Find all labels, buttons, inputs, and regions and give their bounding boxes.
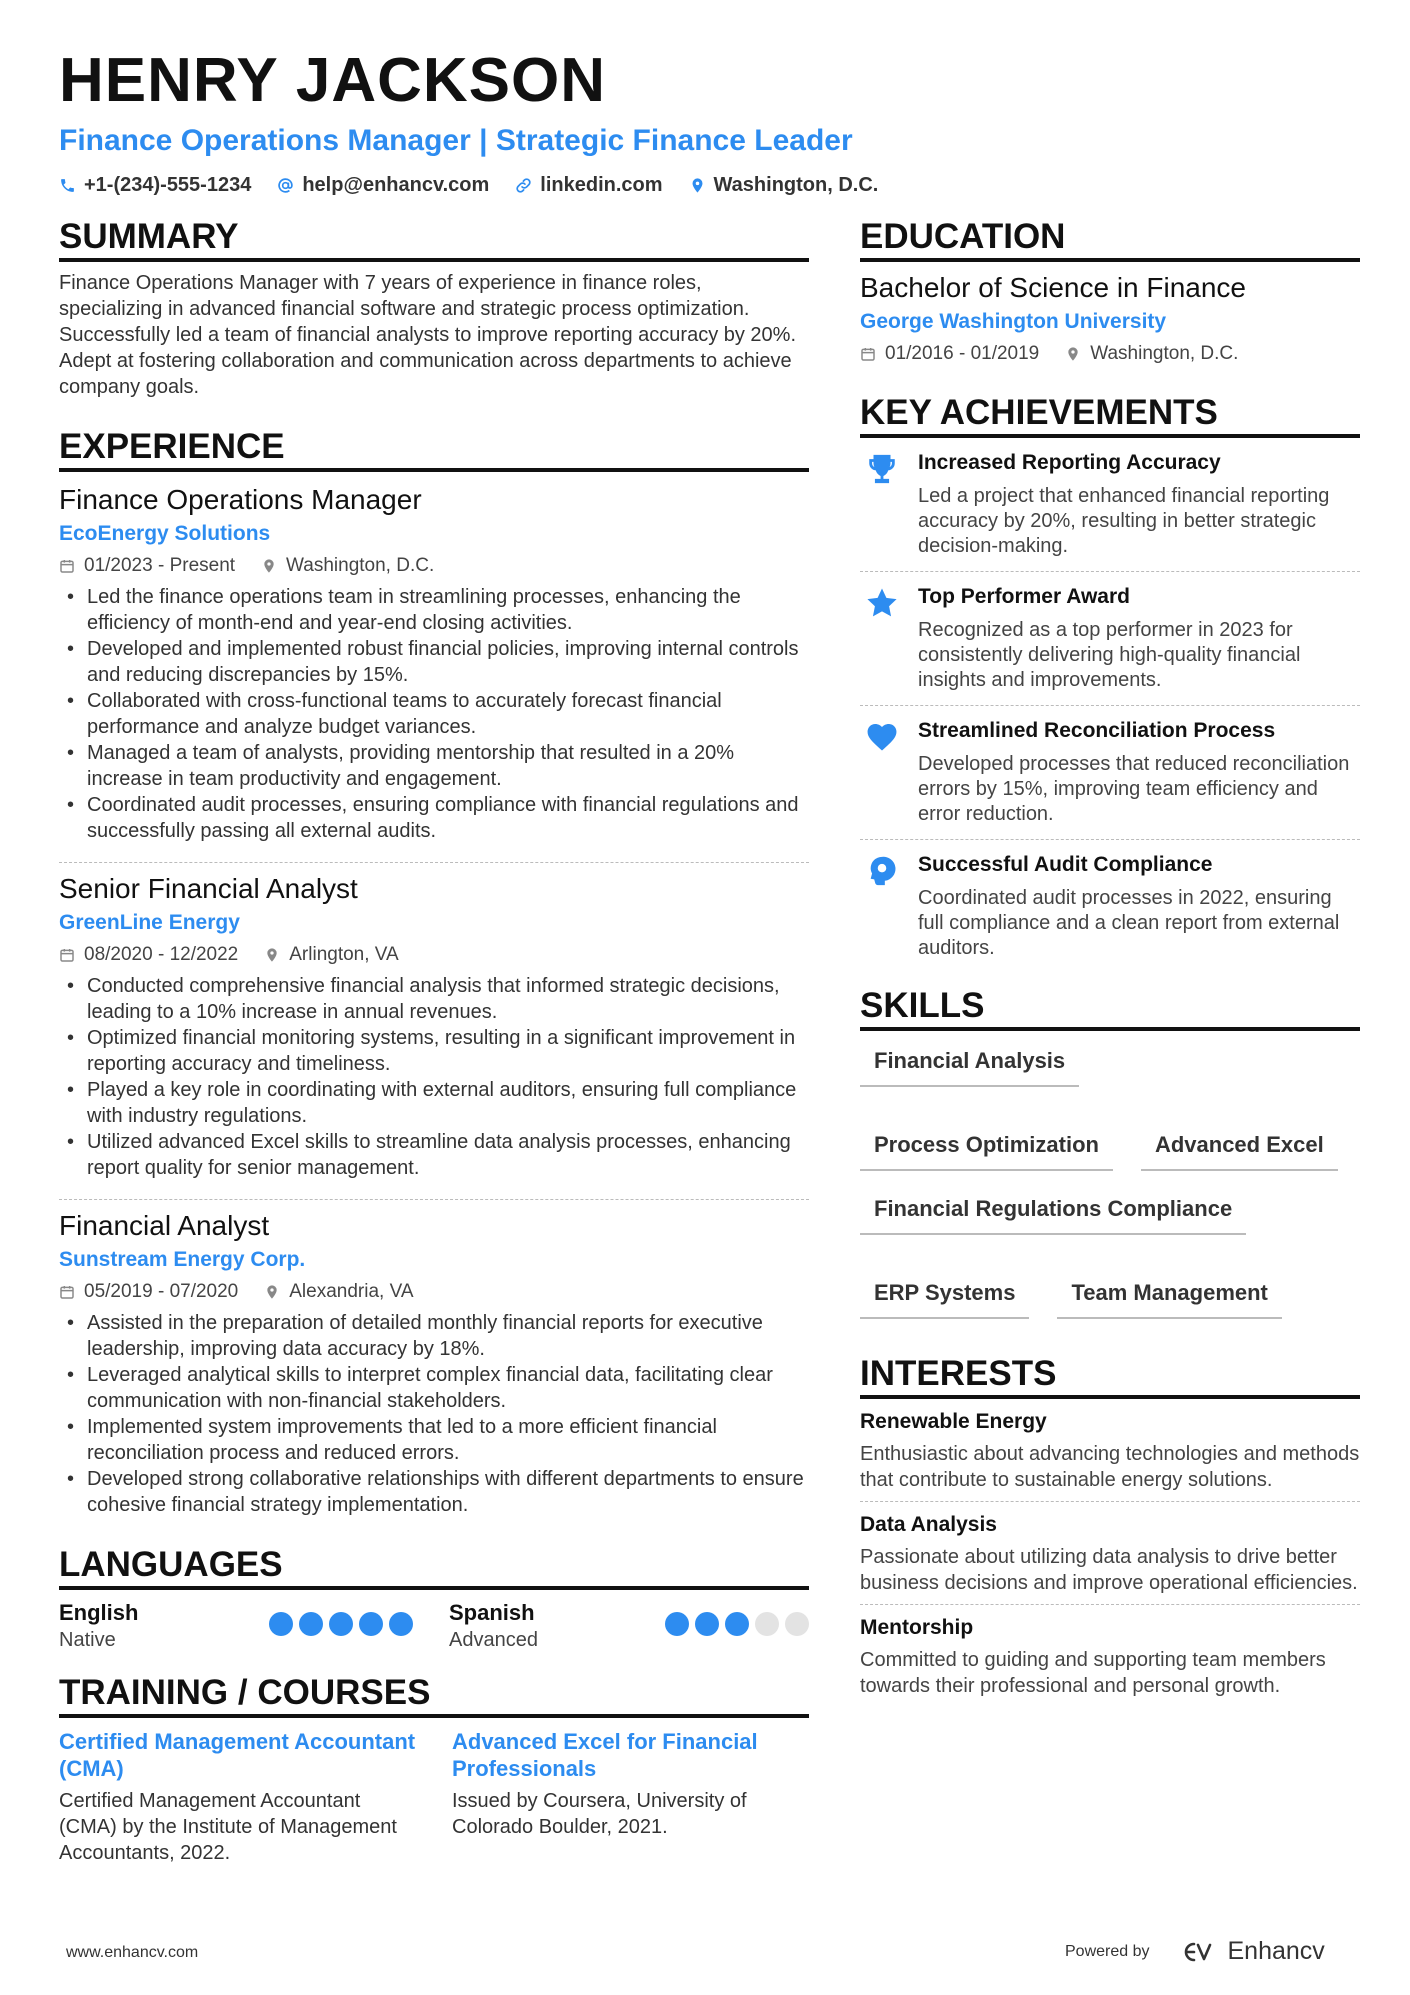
job-bullets xyxy=(59,973,809,1181)
job-location-text: Arlington, VA xyxy=(289,944,399,965)
footer-brand xyxy=(1065,1937,1325,1966)
job-bullet: • Implemented system improvements that led to a more efficient financial reconciliation process and reduced errors. xyxy=(59,1414,809,1466)
skill-tag: Team Management xyxy=(1057,1275,1281,1319)
experience-heading: EXPERIENCE xyxy=(59,426,809,472)
language-name: Spanish xyxy=(449,1600,535,1625)
job-meta xyxy=(59,554,809,578)
rating-dot-filled xyxy=(329,1612,353,1636)
achievement-description: Led a project that enhanced financial reporting accuracy by 20%, resulting in better strategic decision-making. xyxy=(918,485,1330,557)
link-icon xyxy=(515,177,532,194)
job-entry xyxy=(59,482,809,852)
head-icon xyxy=(865,854,899,888)
interest-description: Passionate about utilizing data analysis to drive better business decisions and improve operational efficiencies. xyxy=(860,1546,1358,1594)
footer-website[interactable]: www.enhancv.com xyxy=(66,1944,199,1961)
achievement-item xyxy=(860,438,1360,572)
job-meta xyxy=(59,1280,809,1304)
rating-dot-filled xyxy=(695,1612,719,1636)
job-bullet: • Optimized financial monitoring systems, resulting in a significant improvement in reporting accuracy and timeliness. xyxy=(59,1025,809,1077)
achievement-title: Streamlined Reconciliation Process xyxy=(918,719,1276,742)
job-bullet: • Developed strong collaborative relationships with different departments to ensure cohesive financial strategy implementation. xyxy=(59,1466,809,1518)
education-dates-text: 01/2016 - 01/2019 xyxy=(885,343,1040,364)
rating-dot-filled xyxy=(389,1612,413,1636)
education-dates xyxy=(860,342,1039,366)
interest-title: Renewable Energy xyxy=(860,1410,1047,1433)
skill-tag: Financial Regulations Compliance xyxy=(860,1191,1246,1235)
contact-phone[interactable] xyxy=(59,174,251,197)
contact-linkedin[interactable] xyxy=(515,174,662,197)
job-bullet: • Led the finance operations team in streamlining processes, enhancing the efficiency of month-end and year-end closing activities. xyxy=(59,584,809,636)
contact-bar xyxy=(59,174,1359,197)
job-dates-text: 08/2020 - 12/2022 xyxy=(84,944,239,965)
job-entry xyxy=(59,862,809,1189)
achievement-title: Successful Audit Compliance xyxy=(918,853,1213,876)
job-meta xyxy=(59,943,809,967)
skills-heading: SKILLS xyxy=(860,985,1360,1031)
achievement-description: Recognized as a top performer in 2023 for consistently delivering high-quality financial insights and improvements. xyxy=(918,619,1301,691)
email-text: help@enhancv.com xyxy=(302,174,490,196)
achievement-item xyxy=(860,706,1360,840)
achievement-description: Developed processes that reduced reconciliation errors by 15%, improving team efficiency and error reduction. xyxy=(918,753,1350,825)
rating-dot-filled xyxy=(299,1612,323,1636)
course-title: Advanced Excel for Financial Professionals xyxy=(452,1729,758,1781)
job-entry xyxy=(59,1199,809,1526)
language-level: Native xyxy=(59,1629,116,1651)
company-name: EcoEnergy Solutions xyxy=(59,522,271,545)
job-bullet: • Coordinated audit processes, ensuring compliance with financial regulations and successfully passing all external audits. xyxy=(59,792,809,844)
course-description: Issued by Coursera, University of Colorado Boulder, 2021. xyxy=(452,1790,747,1838)
location-text: Washington, D.C. xyxy=(713,174,879,196)
education-meta xyxy=(860,342,1360,366)
job-bullet: • Assisted in the preparation of detailed monthly financial reports for executive leadership, improving data accuracy by 18%. xyxy=(59,1310,809,1362)
job-title: Senior Financial Analyst xyxy=(59,873,358,904)
location-pin-icon xyxy=(1065,346,1081,362)
interest-item xyxy=(860,1399,1360,1502)
job-bullet: • Played a key role in coordinating with external auditors, ensuring full compliance with industry regulations. xyxy=(59,1077,809,1129)
interest-title: Mentorship xyxy=(860,1616,974,1639)
job-bullet: • Managed a team of analysts, providing mentorship that resulted in a 20% increase in team productivity and engagement. xyxy=(59,740,809,792)
education-location-text: Washington, D.C. xyxy=(1090,343,1239,364)
candidate-name: HENRY JACKSON xyxy=(59,46,606,115)
rating-dot-filled xyxy=(725,1612,749,1636)
language-item xyxy=(59,1600,413,1654)
rating-dot-filled xyxy=(269,1612,293,1636)
contact-location xyxy=(689,174,879,197)
interests-list xyxy=(860,1399,1360,1707)
job-bullet: • Collaborated with cross-functional teams to accurately forecast financial performance and analyze budget variances. xyxy=(59,688,809,740)
languages-list xyxy=(59,1600,809,1654)
courses-list xyxy=(59,1728,809,1866)
job-bullets xyxy=(59,584,809,844)
job-bullet: • Leveraged analytical skills to interpret complex financial data, facilitating clear communication with non-financial stakeholders. xyxy=(59,1362,809,1414)
calendar-icon xyxy=(59,1284,75,1300)
skills-list xyxy=(860,1043,1360,1319)
achievement-title: Top Performer Award xyxy=(918,585,1130,608)
course-description: Certified Management Accountant (CMA) by the Institute of Management Accountants, 2022. xyxy=(59,1790,397,1864)
interests-heading: INTERESTS xyxy=(860,1353,1360,1399)
course-title: Certified Management Accountant (CMA) xyxy=(59,1729,416,1781)
calendar-icon xyxy=(59,947,75,963)
degree-title: Bachelor of Science in Finance xyxy=(860,272,1246,303)
interest-item xyxy=(860,1502,1360,1605)
achievement-description: Coordinated audit processes in 2022, ensuring full compliance and a clean report from external auditors. xyxy=(918,887,1340,959)
contact-email[interactable] xyxy=(277,174,489,197)
job-dates xyxy=(59,554,235,578)
achievement-item xyxy=(860,572,1360,706)
interest-description: Enthusiastic about advancing technologies and methods that contribute to sustainable energy solutions. xyxy=(860,1443,1360,1491)
interest-title: Data Analysis xyxy=(860,1513,997,1536)
job-location xyxy=(264,1280,413,1304)
skill-tag: Advanced Excel xyxy=(1141,1127,1338,1171)
job-location-text: Washington, D.C. xyxy=(286,555,435,576)
calendar-icon xyxy=(860,346,876,362)
school-name: George Washington University xyxy=(860,310,1167,333)
training-heading: TRAINING / COURSES xyxy=(59,1672,809,1718)
enhancv-logo-icon xyxy=(1174,1939,1220,1965)
job-bullets xyxy=(59,1310,809,1518)
job-dates-text: 01/2023 - Present xyxy=(84,555,236,576)
skill-tag: Process Optimization xyxy=(860,1127,1113,1171)
job-title: Finance Operations Manager xyxy=(59,484,422,515)
job-bullet: • Developed and implemented robust financial policies, improving internal controls and reducing discrepancies by 15%. xyxy=(59,636,809,688)
calendar-icon xyxy=(59,558,75,574)
rating-dot-filled xyxy=(665,1612,689,1636)
summary-text: Finance Operations Manager with 7 years of experience in finance roles, specializing in advanced financial software and strategic process optimization. Successfully led a team of financial analysts to improve reporting accuracy by 20%. Adept at fostering collaboration and communication across departments to achieve company goals. xyxy=(59,272,797,398)
job-dates-text: 05/2019 - 07/2020 xyxy=(84,1281,239,1302)
company-name: Sunstream Energy Corp. xyxy=(59,1248,306,1271)
heart-icon xyxy=(865,720,899,754)
language-name: English xyxy=(59,1600,139,1625)
left-column xyxy=(59,216,809,1866)
job-location-text: Alexandria, VA xyxy=(289,1281,414,1302)
achievement-item xyxy=(860,840,1360,973)
linkedin-text: linkedin.com xyxy=(540,174,663,196)
location-pin-icon xyxy=(264,1284,280,1300)
achievements-heading: KEY ACHIEVEMENTS xyxy=(860,392,1360,438)
company-name: GreenLine Energy xyxy=(59,911,240,934)
trophy-icon xyxy=(865,452,899,486)
rating-dot-filled xyxy=(359,1612,383,1636)
skill-tag: Financial Analysis xyxy=(860,1043,1079,1087)
location-pin-icon xyxy=(689,177,706,194)
job-bullet: • Conducted comprehensive financial analysis that informed strategic decisions, leading to a 10% increase in annual revenues. xyxy=(59,973,809,1025)
candidate-title: Finance Operations Manager | Strategic Finance Leader xyxy=(59,124,853,157)
phone-text: +1-(234)-555-1234 xyxy=(84,174,252,196)
right-column xyxy=(860,216,1360,1707)
achievement-title: Increased Reporting Accuracy xyxy=(918,451,1221,474)
language-level: Advanced xyxy=(449,1629,538,1651)
header xyxy=(59,44,1359,197)
job-location xyxy=(264,943,398,967)
rating-dot-empty xyxy=(785,1612,809,1636)
rating-dot-empty xyxy=(755,1612,779,1636)
location-pin-icon xyxy=(264,947,280,963)
powered-by-text: Powered by xyxy=(1065,1942,1150,1960)
job-bullet: • Utilized advanced Excel skills to streamline data analysis processes, enhancing report quality for senior management. xyxy=(59,1129,809,1181)
job-title: Financial Analyst xyxy=(59,1210,270,1241)
job-dates xyxy=(59,943,238,967)
job-location xyxy=(261,554,434,578)
language-rating xyxy=(665,1612,809,1654)
at-icon xyxy=(277,177,294,194)
phone-icon xyxy=(59,177,76,194)
interest-item xyxy=(860,1605,1360,1707)
brand-name: Enhancv xyxy=(1227,1937,1325,1965)
course-item xyxy=(59,1728,416,1866)
course-item xyxy=(452,1728,809,1866)
education-heading: EDUCATION xyxy=(860,216,1360,262)
language-item xyxy=(449,1600,809,1654)
summary-heading: SUMMARY xyxy=(59,216,809,262)
star-icon xyxy=(865,586,899,620)
languages-heading: LANGUAGES xyxy=(59,1544,809,1590)
achievements-list xyxy=(860,438,1360,973)
education-location xyxy=(1065,342,1238,366)
interest-description: Committed to guiding and supporting team members towards their professional and personal growth. xyxy=(860,1649,1326,1697)
language-rating xyxy=(269,1612,413,1654)
location-pin-icon xyxy=(261,558,277,574)
job-dates xyxy=(59,1280,238,1304)
brand-logo[interactable] xyxy=(1174,1937,1325,1966)
skill-tag: ERP Systems xyxy=(860,1275,1029,1319)
